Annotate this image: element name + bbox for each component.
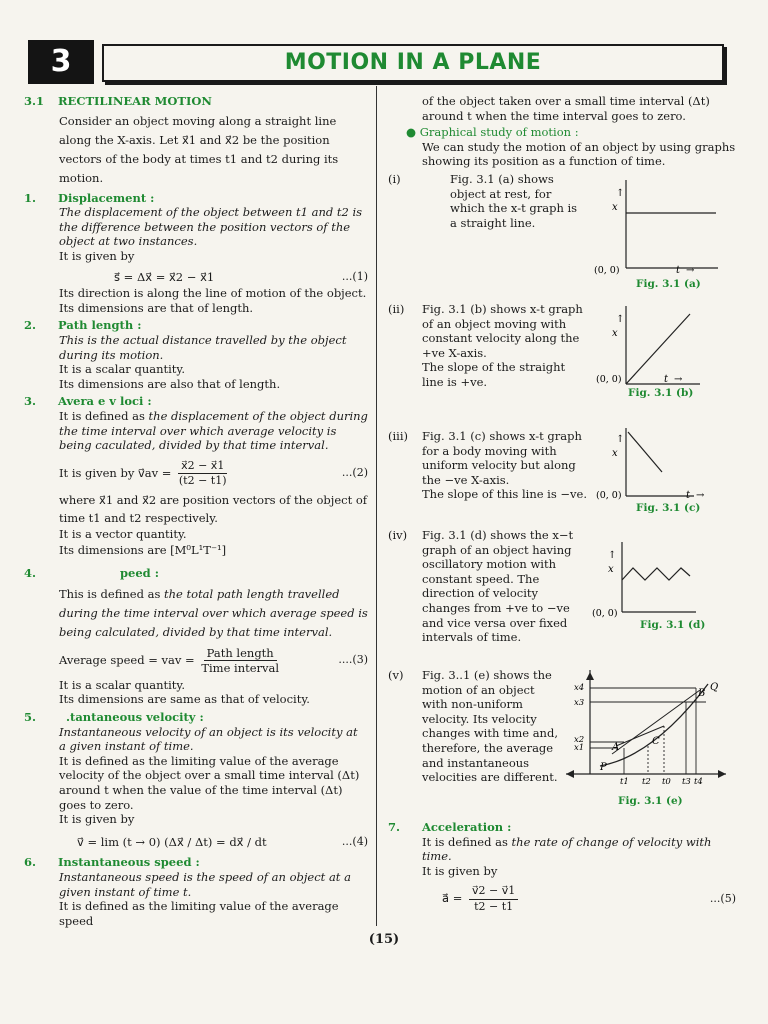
section-3-1 xyxy=(24,94,368,109)
equation-lhs: It is given by v⃗av = xyxy=(59,465,172,480)
y-axis-arrow-icon: ↑ xyxy=(616,314,625,325)
item-number: 6. xyxy=(24,855,37,870)
paragraph: It is a scalar quantity. xyxy=(59,677,186,692)
paragraph: Fig. 3..1 (e) shows the motion of an object with non-uniform velocity. Its velocity changes with time and, therefore, the average and instantaneous velocities are different. xyxy=(422,668,558,785)
item-displacement xyxy=(24,191,368,206)
item-average-velocity xyxy=(24,394,368,409)
equation xyxy=(59,459,230,489)
paragraph: Fig. 3.1 (b) shows x-t graph of an object moving with constant velocity along the +ve X-axis. xyxy=(422,302,583,360)
item-i xyxy=(388,172,587,230)
chapter-number: 3 xyxy=(28,40,94,84)
text-italic: the rate of change of velocity with time. xyxy=(422,834,712,864)
figure-3-1-e xyxy=(564,668,734,812)
paragraph: Its dimensions are [M⁰L¹T⁻¹] xyxy=(59,543,227,558)
text: It is defined as xyxy=(59,408,149,423)
equation-2 xyxy=(24,459,368,489)
item-title: .tantaneous velocity : xyxy=(66,710,204,725)
item-number: 4. xyxy=(24,566,37,581)
item-iv xyxy=(388,528,582,645)
x1-label: x1 xyxy=(574,743,585,753)
paragraph: Fig. 3.1 (d) shows the x−t graph of an object having oscillatory motion with constant speed. The direction of velocity changes from +ve to −ve and vice versa over fixed intervals of time. xyxy=(422,528,574,645)
left-column xyxy=(24,94,368,928)
graphical-study-heading xyxy=(388,125,736,140)
item-acceleration xyxy=(388,820,736,915)
point-c-label: C xyxy=(652,736,660,747)
figure-caption: Fig. 3.1 (d) xyxy=(640,619,706,630)
paragraph: It is given by xyxy=(59,812,135,827)
fraction xyxy=(201,646,279,676)
item-label: (iv) xyxy=(388,528,408,542)
equation: v⃗ = lim (t → 0) (Δx⃗ / Δt) = dx⃗ / dt xyxy=(77,834,267,849)
item-number: 5. xyxy=(24,710,37,725)
item-instantaneous-velocity xyxy=(24,710,368,725)
paragraph: It is defined as the limiting value of the average speed xyxy=(59,899,339,928)
numerator: Path length xyxy=(204,646,277,662)
numerator: x⃗2 − x⃗1 xyxy=(178,459,227,475)
definition xyxy=(24,409,368,453)
definition: This is the actual distance travelled by the object during its motion. xyxy=(59,332,347,362)
paragraph: The slope of the straight line is +ve. xyxy=(422,360,566,389)
paragraph: of the object taken over a small time interval (Δt) around t when the time interval goes to zero. xyxy=(422,94,710,123)
equation-5 xyxy=(388,884,736,914)
definition: Instantaneous velocity of an object is its velocity at a given instant of time. xyxy=(59,724,358,754)
chapter-banner xyxy=(28,40,724,84)
column-divider xyxy=(376,86,377,926)
paragraph: It is given by xyxy=(422,863,498,878)
equation-ref: ...(5) xyxy=(709,892,736,906)
equation-lhs: Average speed = vav = xyxy=(59,652,195,667)
denominator: (t2 − t1) xyxy=(178,474,227,488)
equation: s⃗ = Δx⃗ = x⃗2 − x⃗1 xyxy=(114,269,215,284)
equation-ref: ....(3) xyxy=(338,653,368,667)
definition xyxy=(24,585,368,642)
point-p-label: P xyxy=(600,762,607,773)
item-title: peed : xyxy=(120,566,159,581)
item-number: 3. xyxy=(24,394,37,409)
paragraph: We can study the motion of an object by using graphs showing its position as a function of time. xyxy=(422,139,736,169)
x3-label: x3 xyxy=(574,698,585,708)
item-title: Displacement : xyxy=(58,190,155,205)
text: This is defined as xyxy=(59,586,165,601)
x-axis-arrow-icon: → xyxy=(696,490,705,501)
y-axis-label: x xyxy=(612,202,618,213)
origin-label: (0, 0) xyxy=(592,608,618,619)
paragraph: where x⃗1 and x⃗2 are position vectors of the object of time t1 and t2 respectively. xyxy=(59,492,368,525)
equation-4 xyxy=(24,835,368,850)
x-axis-label: t xyxy=(686,490,691,501)
denominator: t2 − t1 xyxy=(474,899,514,913)
figure-3-1-d xyxy=(590,530,730,630)
t1-label: t1 xyxy=(620,777,629,787)
t3-label: t3 xyxy=(682,777,691,787)
definition: The displacement of the object between t1 and t2 is the difference between the position vectors of the object at two instances. xyxy=(59,205,363,249)
section-title: RECTILINEAR MOTION xyxy=(58,94,212,108)
paragraph: Consider an object moving along a straight line along the X-axis. Let x⃗1 and x⃗2 be the position vectors of the body at times t1 and t2 during its motion. xyxy=(59,113,339,185)
equation-1 xyxy=(24,270,368,285)
t0-label: t0 xyxy=(662,777,671,787)
equation-ref: ...(4) xyxy=(341,834,368,848)
item-title: Instantaneous speed : xyxy=(58,855,200,870)
item-label: (i) xyxy=(388,172,401,186)
origin-label: (0, 0) xyxy=(594,265,620,276)
paragraph: It is defined as the limiting value of the average velocity of the object over a small time interval (Δt) around t when the value of the time interval (Δt) goes to zero. xyxy=(59,753,360,812)
equation-3 xyxy=(24,646,368,676)
paragraph: Its dimensions are that of length. xyxy=(59,300,254,315)
y-axis-arrow-icon: ↑ xyxy=(616,188,625,199)
x4-label: x4 xyxy=(574,683,585,693)
chapter-title: MOTION IN A PLANE xyxy=(102,44,724,82)
y-axis-arrow-icon: ↑ xyxy=(608,550,617,561)
fraction xyxy=(469,884,518,914)
text: It is defined as xyxy=(422,834,512,849)
point-b-label: B xyxy=(698,688,706,699)
fraction xyxy=(178,459,227,489)
paragraph: Its dimensions are same as that of velocity. xyxy=(59,692,310,707)
equation xyxy=(59,646,282,676)
paragraph: It is given by xyxy=(59,248,135,263)
equation-ref: ...(2) xyxy=(341,466,368,480)
x-axis-arrow-icon: → xyxy=(674,374,683,385)
figure-caption: Fig. 3.1 (a) xyxy=(636,278,701,290)
bullet-icon: ● xyxy=(406,125,417,140)
item-instantaneous-speed xyxy=(24,855,368,870)
point-a-label: A xyxy=(612,742,620,753)
paragraph: Fig. 3.1 (c) shows x-t graph for a body moving with uniform velocity but along the −ve X-axis. xyxy=(422,429,582,487)
origin-label: (0, 0) xyxy=(596,490,622,501)
figure-3-1-a xyxy=(590,170,730,295)
item-number: 7. xyxy=(388,820,401,834)
item-path-length xyxy=(24,318,368,333)
item-title: Acceleration : xyxy=(422,820,512,834)
x2-label: x2 xyxy=(574,735,585,745)
y-axis-label: x xyxy=(612,448,618,459)
x-axis-arrow-icon: → xyxy=(686,265,695,276)
text-italic: the displacement of the object during the time interval over which average velocity is being caculated, divided by that time interval. xyxy=(59,408,368,453)
y-axis-label: x xyxy=(612,328,618,339)
figure-3-1-c xyxy=(590,420,730,518)
origin-label: (0, 0) xyxy=(596,374,622,385)
item-v xyxy=(388,668,562,785)
paragraph: Its direction is along the line of motion of the object. xyxy=(59,286,367,301)
denominator: Time interval xyxy=(201,661,280,676)
figure-caption: Fig. 3.1 (b) xyxy=(628,387,694,399)
paragraph: It is a scalar quantity. xyxy=(59,362,186,377)
point-q-label: Q xyxy=(710,682,719,693)
t4-label: t4 xyxy=(694,777,703,787)
equation-lhs: a⃗ = xyxy=(442,891,463,906)
item-number: 1. xyxy=(24,190,37,205)
item-label: (v) xyxy=(388,668,404,682)
figure-caption: Fig. 3.1 (c) xyxy=(636,502,701,514)
item-number: 2. xyxy=(24,318,37,333)
definition xyxy=(388,835,736,864)
item-iii xyxy=(388,429,590,502)
t2-label: t2 xyxy=(642,777,651,787)
page-number: (15) xyxy=(368,932,400,947)
x-axis-label: t xyxy=(676,265,681,276)
item-title: Avera e v loci : xyxy=(58,394,152,409)
paragraph: The slope of this line is −ve. xyxy=(422,487,588,502)
paragraph: Fig. 3.1 (a) shows object at rest, for which the x-t graph is a straight line. xyxy=(450,172,578,230)
equation xyxy=(442,884,521,914)
item-average-speed xyxy=(24,566,368,581)
equation-ref: ...(1) xyxy=(341,269,368,283)
definition: Instantaneous speed is the speed of an object at a given instant of time t. xyxy=(59,869,351,899)
item-title: Path length : xyxy=(58,318,142,333)
numerator: v⃗2 − v⃗1 xyxy=(469,884,518,900)
y-axis-label: x xyxy=(608,564,614,575)
y-axis-arrow-icon: ↑ xyxy=(616,434,625,445)
figure-3-1-b xyxy=(590,300,730,402)
text-italic: the total path length travelled during the time interval over which average speed is being calculated, divided by that time interval. xyxy=(59,586,368,639)
item-label: (iii) xyxy=(388,429,409,443)
item-ii xyxy=(388,302,587,390)
paragraph: It is a vector quantity. xyxy=(59,526,187,541)
paragraph: Its dimensions are also that of length. xyxy=(59,376,281,391)
figure-caption: Fig. 3.1 (e) xyxy=(618,795,683,807)
section-number: 3.1 xyxy=(24,94,45,108)
x-axis-label: t xyxy=(664,374,669,385)
item-label: (ii) xyxy=(388,302,405,316)
section-title: Graphical study of motion : xyxy=(419,125,579,140)
